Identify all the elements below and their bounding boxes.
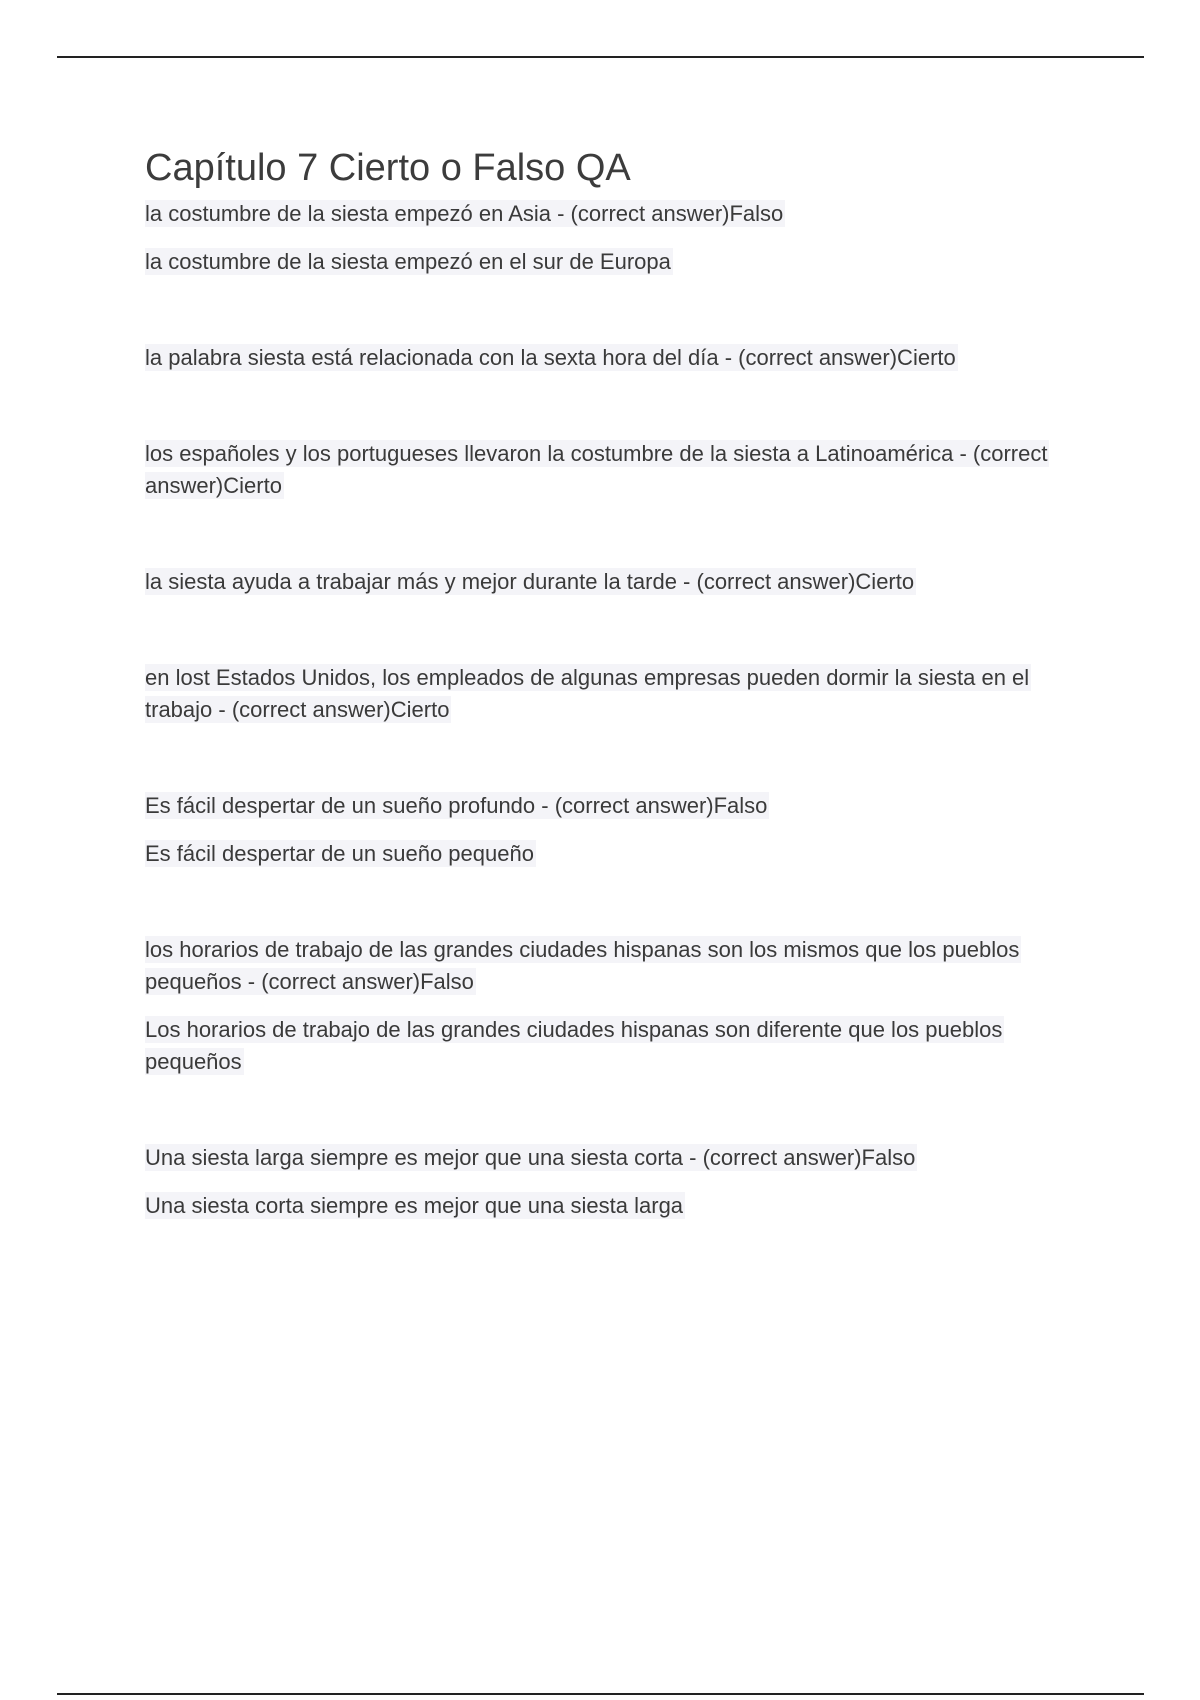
page-title: Capítulo 7 Cierto o Falso QA [145,147,631,189]
qa-question-1: la costumbre de la siesta empezó en Asia - (correct answer)Falso [145,201,784,226]
qa-note-1: la costumbre de la siesta empezó en el sur de Europa [145,249,671,274]
qa-note-6: Es fácil despertar de un sueño pequeño [145,841,534,866]
document-body [145,144,1095,1222]
qa-note-8: Una siesta corta siempre es mejor que una siesta larga [145,1193,684,1218]
qa-question-6: Es fácil despertar de un sueño profundo - (correct answer)Falso [145,793,768,818]
bottom-rule [57,1693,1144,1695]
qa-question-3: los españoles y los portugueses llevaron la costumbre de la siesta a Latinoamérica - (correct answer)Cierto [145,441,1048,498]
top-rule [57,56,1144,58]
qa-question-2: la palabra siesta está relacionada con la sexta hora del día - (correct answer)Cierto [145,345,956,370]
qa-question-5: en lost Estados Unidos, los empleados de algunas empresas pueden dormir la siesta en el trabajo - (correct answer)Cierto [145,665,1030,722]
qa-question-7: los horarios de trabajo de las grandes ciudades hispanas son los mismos que los pueblos pequeños - (correct answer)Falso [145,937,1020,994]
qa-question-8: Una siesta larga siempre es mejor que una siesta corta - (correct answer)Falso [145,1145,916,1170]
qa-note-7: Los horarios de trabajo de las grandes ciudades hispanas son diferente que los pueblos pequeños [145,1017,1003,1074]
qa-question-4: la siesta ayuda a trabajar más y mejor durante la tarde - (correct answer)Cierto [145,569,915,594]
